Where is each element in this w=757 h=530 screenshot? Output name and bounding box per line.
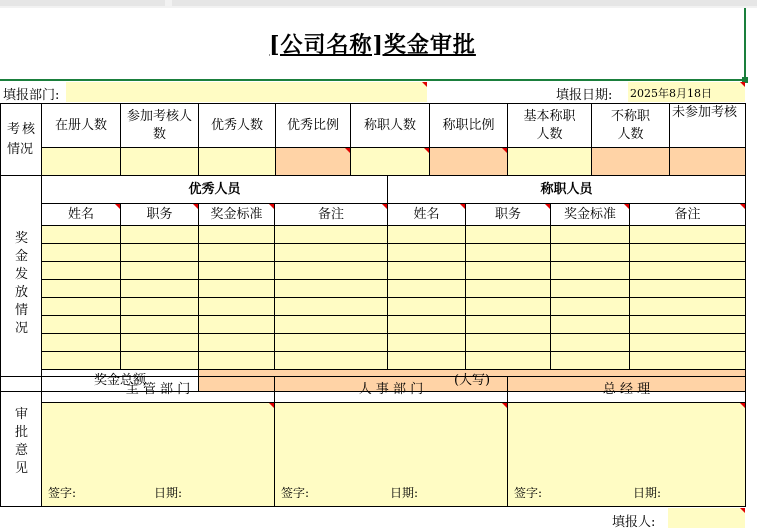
document-title: [公司名称]奖金审批 [269,32,476,58]
reporter-input[interactable] [668,508,745,528]
bonus-total-label: 奖金总额 [42,370,199,392]
sign-label-dept: 签字: [48,486,77,500]
data-cell[interactable] [199,334,275,352]
header-incompetent: 不称职人数 [592,104,670,148]
data-cell[interactable] [275,244,388,262]
header-excellent-ratio: 优秀比例 [276,104,351,148]
data-cell[interactable] [388,316,466,334]
dept-input[interactable] [66,82,427,102]
data-cell[interactable] [199,316,275,334]
data-cell[interactable] [275,280,388,298]
approval-col-hr: 人 事 部 门 [275,377,508,403]
data-cell[interactable] [630,298,746,316]
data-cell[interactable] [121,298,199,316]
col-name-competent: 姓名 [388,204,466,226]
table-row [1,352,746,370]
data-cell[interactable] [388,334,466,352]
data-cell[interactable] [551,298,630,316]
data-cell[interactable] [42,298,121,316]
data-cell[interactable] [121,244,199,262]
data-cell[interactable] [42,262,121,280]
excellent-ratio-cell [276,148,351,176]
excellent-count-input[interactable] [199,148,276,176]
col-name-excellent: 姓名 [42,204,121,226]
approval-col-dept-head: 主 管 部 门 [42,377,275,403]
date-label: 填报日期: [556,88,613,103]
data-cell[interactable] [551,262,630,280]
data-cell[interactable] [551,334,630,352]
not-assessed-cell [670,148,746,176]
col-standard-excellent: 奖金标准 [199,204,275,226]
bonus-table [0,175,746,392]
data-cell[interactable] [630,226,746,244]
data-cell[interactable] [275,352,388,370]
date-input[interactable] [628,82,745,102]
data-cell[interactable] [42,280,121,298]
competent-ratio-cell [430,148,508,176]
data-cell[interactable] [121,352,199,370]
approval-col-gm: 总 经 理 [508,377,746,403]
header-competent-ratio: 称职比例 [430,104,508,148]
data-cell[interactable] [466,226,551,244]
data-cell[interactable] [388,226,466,244]
header-competent-count: 称职人数 [351,104,430,148]
date-label-gm: 日期: [633,486,662,500]
data-cell[interactable] [121,262,199,280]
data-cell[interactable] [42,334,121,352]
data-cell[interactable] [199,262,275,280]
data-cell[interactable] [466,352,551,370]
data-cell[interactable] [121,280,199,298]
bonus-section-label: 奖金发放情况 [1,176,42,392]
incompetent-cell [592,148,670,176]
data-cell[interactable] [630,244,746,262]
table-row [1,280,746,298]
data-cell[interactable] [388,280,466,298]
data-cell[interactable] [275,262,388,280]
col-remark-competent: 备注 [630,204,746,226]
data-cell[interactable] [275,316,388,334]
data-cell[interactable] [121,334,199,352]
data-cell[interactable] [466,298,551,316]
registered-input[interactable] [42,148,121,176]
table-row [1,226,746,244]
data-cell[interactable] [388,352,466,370]
data-cell[interactable] [42,316,121,334]
col-remark-excellent: 备注 [275,204,388,226]
competent-staff-header: 称职人员 [388,176,746,204]
data-cell[interactable] [121,316,199,334]
data-cell[interactable] [630,262,746,280]
competent-count-input[interactable] [351,148,430,176]
col-standard-competent: 奖金标准 [551,204,630,226]
data-cell[interactable] [388,298,466,316]
data-cell[interactable] [466,262,551,280]
approval-box-gm[interactable] [508,403,746,507]
top-toolbar-strip [0,0,757,8]
approval-box-hr[interactable] [275,403,508,507]
table-row [1,262,746,280]
header-participants: 参加考核人数 [121,104,199,148]
participants-input[interactable] [121,148,199,176]
dept-label: 填报部门: [3,88,60,103]
data-cell[interactable] [466,244,551,262]
selection-border-bottom [0,79,746,81]
data-cell[interactable] [42,226,121,244]
data-cell[interactable] [466,334,551,352]
data-cell[interactable] [551,226,630,244]
table-row [1,298,746,316]
data-cell[interactable] [551,244,630,262]
data-cell[interactable] [275,298,388,316]
data-cell[interactable] [466,280,551,298]
approval-table [0,376,746,507]
data-cell[interactable] [630,280,746,298]
date-label-hr: 日期: [390,486,419,500]
capital-label: (大写) [453,372,491,388]
approval-box-dept-head[interactable] [42,403,275,507]
sign-label-hr: 签字: [281,486,310,500]
data-cell[interactable] [275,334,388,352]
data-cell[interactable] [466,316,551,334]
data-cell[interactable] [199,298,275,316]
header-excellent-count: 优秀人数 [199,104,276,148]
assessment-table [0,103,746,176]
header-basic-competent: 基本称职人数 [508,104,592,148]
approval-section-label: 审批意见 [1,377,42,507]
date-value: 2025年8月18日 [630,87,712,100]
data-cell[interactable] [121,226,199,244]
data-cell[interactable] [199,226,275,244]
header-registered: 在册人数 [42,104,121,148]
reporter-label: 填报人: [612,515,656,530]
table-row [1,316,746,334]
table-row [1,244,746,262]
data-cell[interactable] [551,352,630,370]
assessment-section-label: 考核情况 [1,104,42,176]
sign-label-gm: 签字: [514,486,543,500]
data-cell[interactable] [630,316,746,334]
date-label-dept: 日期: [154,486,183,500]
excellent-staff-header: 优秀人员 [42,176,388,204]
basic-competent-input[interactable] [508,148,592,176]
data-cell[interactable] [630,334,746,352]
data-cell[interactable] [199,280,275,298]
data-cell[interactable] [42,352,121,370]
data-cell[interactable] [630,352,746,370]
data-cell[interactable] [388,244,466,262]
data-cell[interactable] [388,262,466,280]
data-cell[interactable] [42,244,121,262]
data-cell[interactable] [275,226,388,244]
data-cell[interactable] [551,280,630,298]
data-cell[interactable] [199,352,275,370]
header-not-assessed: 未参加考核 [670,104,746,148]
data-cell[interactable] [199,244,275,262]
data-cell[interactable] [551,316,630,334]
col-position-excellent: 职务 [121,204,199,226]
col-position-competent: 职务 [466,204,551,226]
table-row [1,334,746,352]
